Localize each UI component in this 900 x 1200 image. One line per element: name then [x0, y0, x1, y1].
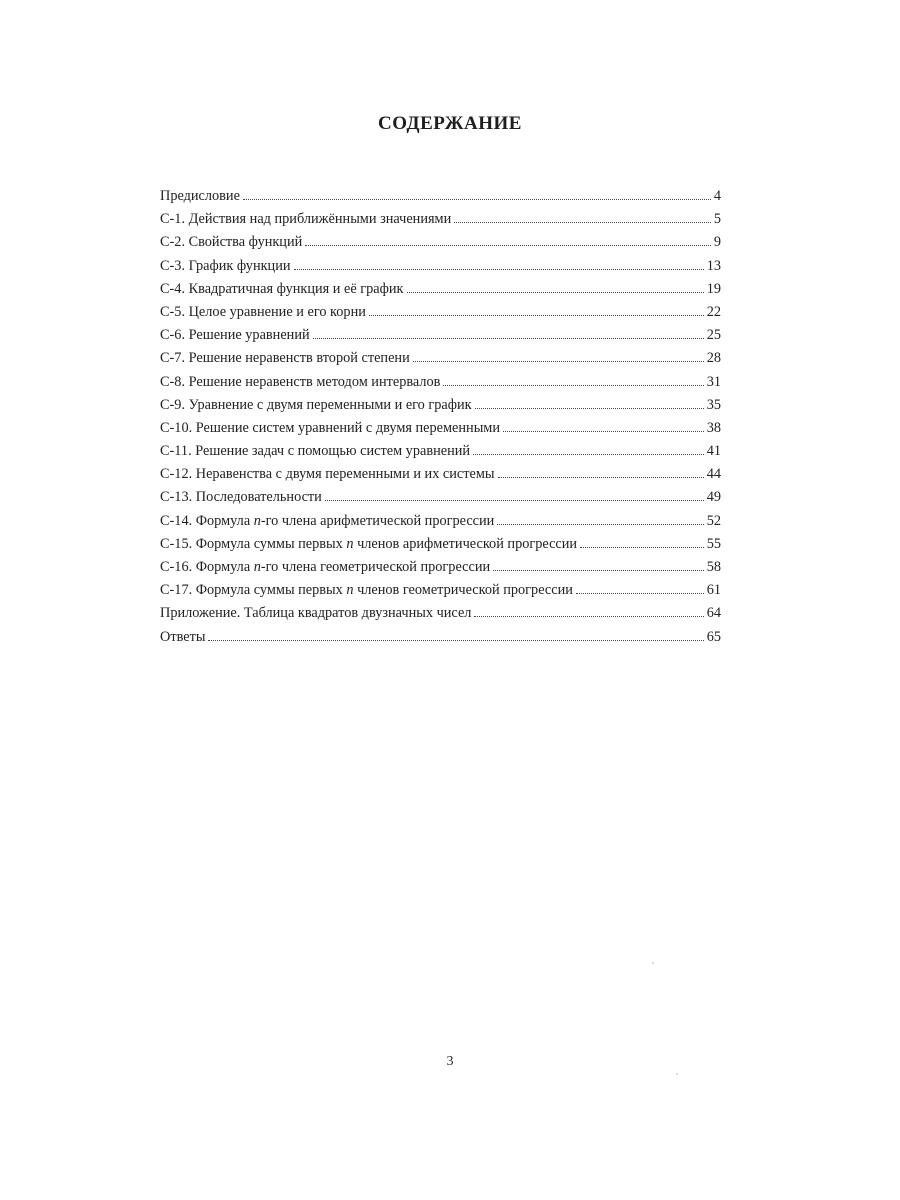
toc-entry-label: С-15. Формула суммы первых n членов арифметической прогрессии — [160, 535, 578, 552]
toc-entry — [160, 278, 721, 301]
toc-entry-label: С-7. Решение неравенств второй степени — [160, 350, 410, 367]
toc-entry — [160, 510, 721, 533]
table-of-contents — [160, 185, 721, 649]
toc-entry-label: С-13. Последовательности — [160, 489, 322, 506]
toc-entry-page: 64 — [706, 605, 721, 622]
toc-entry-page: 25 — [706, 327, 721, 344]
toc-entry-label: С-8. Решение неравенств методом интервалов — [160, 373, 441, 390]
dot-leader — [325, 500, 704, 501]
toc-entry — [160, 185, 721, 208]
toc-entry-page: 41 — [706, 443, 721, 460]
toc-entry-page: 52 — [706, 512, 721, 529]
toc-entry — [160, 463, 721, 486]
toc-entry-label: С-12. Неравенства с двумя переменными и их системы — [160, 466, 495, 483]
toc-entry-label: С-16. Формула n-го члена геометрической прогрессии — [160, 559, 491, 575]
dot-leader — [474, 616, 703, 617]
toc-entry — [160, 440, 721, 463]
toc-entry — [160, 602, 721, 625]
toc-entry-page: 19 — [706, 280, 721, 297]
page-title: СОДЕРЖАНИЕ — [378, 113, 522, 134]
dot-leader — [294, 269, 704, 270]
toc-entry — [160, 394, 721, 417]
dot-leader — [243, 199, 711, 200]
dot-leader — [313, 338, 704, 339]
dot-leader — [576, 593, 704, 594]
toc-entry-page: 44 — [706, 466, 721, 483]
toc-entry — [160, 347, 721, 370]
dot-leader — [503, 431, 704, 432]
dot-leader — [475, 408, 704, 409]
dot-leader — [443, 385, 703, 386]
toc-entry — [160, 231, 721, 254]
toc-entry-page: 58 — [706, 559, 721, 575]
toc-entry-label: С-14. Формула n-го члена арифметической прогрессии — [160, 512, 495, 529]
toc-entry-page: 22 — [706, 303, 721, 320]
toc-entry — [160, 208, 721, 231]
toc-entry — [160, 255, 721, 278]
toc-entry — [160, 533, 721, 556]
dot-leader — [497, 524, 703, 525]
toc-entry-label: С-5. Целое уравнение и его корни — [160, 303, 366, 320]
toc-entry — [160, 417, 721, 440]
toc-entry-label: С-9. Уравнение с двумя переменными и его график — [160, 396, 472, 413]
toc-entry-label: С-17. Формула суммы первых n членов геометрической прогрессии — [160, 582, 573, 599]
toc-entry-page: 13 — [706, 257, 721, 274]
toc-entry-page: 4 — [713, 188, 721, 204]
toc-entry-label: С-4. Квадратичная функция и её график — [160, 280, 404, 297]
toc-entry-page: 61 — [706, 582, 721, 599]
toc-entry — [160, 301, 721, 324]
toc-entry-label: Приложение. Таблица квадратов двузначных чисел — [160, 605, 472, 622]
toc-entry-label: С-10. Решение систем уравнений с двумя переменными — [160, 419, 501, 436]
dot-leader — [305, 245, 711, 246]
toc-entry-page: 5 — [713, 211, 721, 228]
dot-leader — [580, 547, 704, 548]
toc-entry-page: 35 — [706, 396, 721, 413]
dot-leader — [413, 361, 704, 362]
dot-leader — [473, 454, 704, 455]
dot-leader — [208, 640, 703, 641]
toc-entry-label: Предисловие — [160, 188, 240, 204]
toc-entry-label: С-6. Решение уравнений — [160, 327, 310, 344]
toc-entry-page: 55 — [706, 535, 721, 552]
toc-entry — [160, 579, 721, 602]
dot-leader — [493, 570, 704, 571]
toc-entry — [160, 371, 721, 394]
toc-entry-page: 31 — [706, 373, 721, 390]
toc-entry-label: С-3. График функции — [160, 257, 291, 274]
scan-speck — [676, 1073, 678, 1075]
page-number: 3 — [446, 1054, 454, 1069]
toc-entry-page: 9 — [713, 234, 721, 251]
dot-leader — [498, 477, 704, 478]
toc-entry-page: 49 — [706, 489, 721, 506]
dot-leader — [369, 315, 704, 316]
toc-entry-label: С-11. Решение задач с помощью систем уравнений — [160, 443, 471, 460]
scan-speck — [652, 962, 654, 964]
dot-leader — [454, 222, 711, 223]
toc-entry-page: 28 — [706, 350, 721, 367]
toc-entry — [160, 324, 721, 347]
toc-entry-label: С-1. Действия над приближёнными значениями — [160, 211, 452, 228]
toc-entry-page: 65 — [706, 628, 721, 645]
toc-entry — [160, 626, 721, 649]
toc-entry — [160, 486, 721, 509]
toc-entry-page: 38 — [706, 419, 721, 436]
toc-entry-label: Ответы — [160, 628, 206, 645]
toc-entry — [160, 556, 721, 579]
dot-leader — [407, 292, 704, 293]
toc-entry-label: С-2. Свойства функций — [160, 234, 303, 251]
